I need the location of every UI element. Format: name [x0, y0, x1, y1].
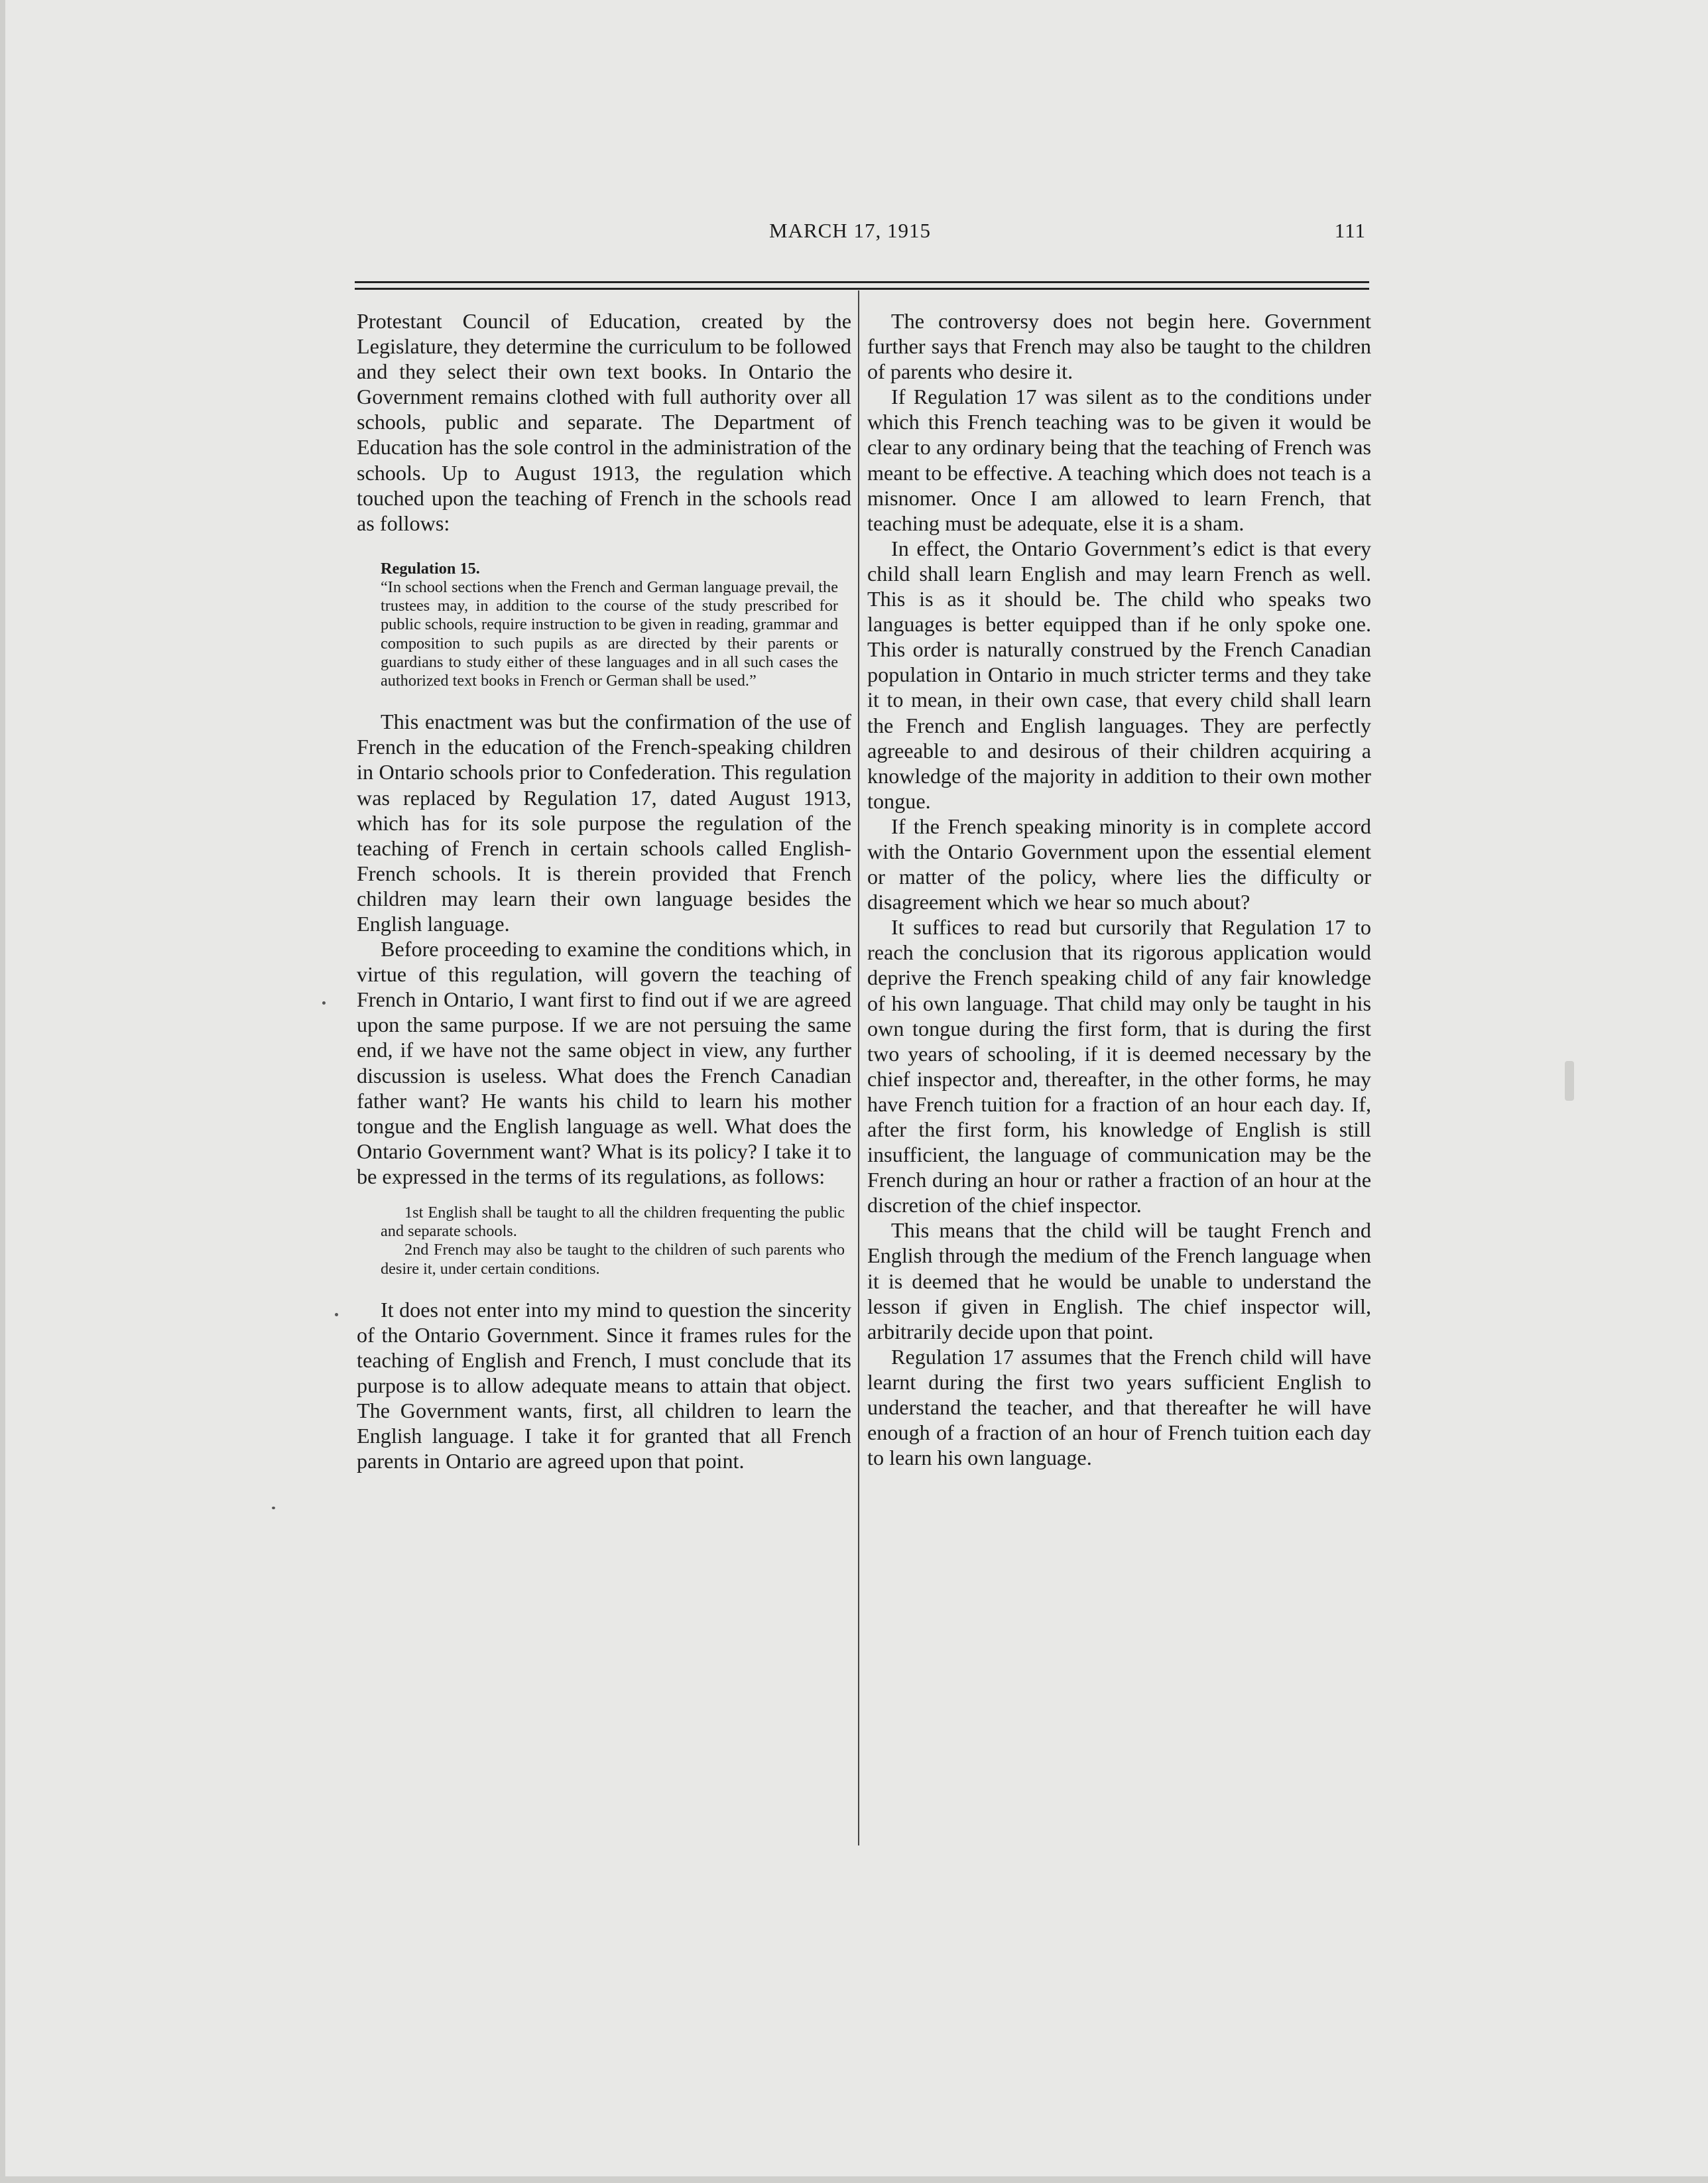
paragraph: If the French speaking minority is in complete accord with the Ontario Government upon the essential element or matter of the policy, where lies the difficulty or disagreement which we hear so much about?	[867, 814, 1371, 914]
quote-title: Regulation 15.	[381, 559, 480, 578]
page-number: 111	[1334, 219, 1366, 242]
header-date: MARCH 17, 1915	[769, 219, 931, 242]
header-rule-bottom	[355, 288, 1369, 290]
paragraph: It does not enter into my mind to question the sincerity of the Ontario Government. Since it frames rules for the teaching of English and French, I must conclude that its purpose is to allow adequate means to attain that object. The Government wants, first, all children to learn the English language. I take it for granted that all French parents in Ontario are agreed upon that point.	[357, 1297, 851, 1473]
ink-speck	[322, 1001, 326, 1005]
paragraph: Before proceeding to examine the conditions which, in virtue of this regulation, will govern the teaching of French in Ontario, I want first to find out if we are agreed upon the same purpose. If we are not persuing the same end, if we have not the same object in view, any further discussion is useless. What does the French Canadian father want? He wants his child to learn his mother tongue and the English language as well. What does the Ontario Government want? What is its policy? I take it to be expressed in the terms of its regulations, as follows:	[357, 937, 851, 1188]
paragraph: Regulation 17 assumes that the French child will have learnt during the first two years sufficient English to understand the teacher, and that thereafter he will have enough of a fraction of an hour of French tuition each day to learn his own language.	[867, 1344, 1371, 1470]
ink-speck	[272, 1507, 275, 1509]
ink-speck	[1565, 1061, 1574, 1101]
right-column	[867, 308, 1371, 1470]
quote-body: “In school sections when the French and German language prevail, the trustees may, in addition to the course of the study prescribed for public schools, require instruction to be given in reading, grammar and composition to such pupils as are directed by their parents or guardians to study either of these languages and in all such cases the authorized text books in French or German shall be used.”	[381, 578, 838, 690]
paragraph: Protestant Council of Education, created by the Legislature, they determine the curriculum to be followed and they select their own text books. In Ontario the Government remains clothed with full authority over all schools, public and separate. The Department of Education has the sole control in the administration of the schools. Up to August 1913, the regulation which touched upon the teaching of French in the schools read as follows:	[357, 309, 851, 535]
paragraph: In effect, the Ontario Government’s edict is that every child shall learn English and may learn French as well. This is as it should be. The child who speaks two languages is better equipped than if he only spoke one. This order is naturally construed by the French Canadian population in Ontario in much stricter terms and they take it to mean, in their own case, that every child shall learn the French and English languages. They are perfectly agreeable to and desirous of their children acquiring a knowledge of the majority in addition to their own mother tongue.	[867, 536, 1371, 813]
list-item: 1st English shall be taught to all the children frequenting the public and separate schools.	[381, 1204, 845, 1241]
paragraph: It suffices to read but cursorily that Regulation 17 to reach the conclusion that its rigorous application would deprive the French speaking child of any fair knowledge of his own language. That child may only be taught in his own tongue during the first form, that is during the first two years of schooling, if it is deemed necessary by the chief inspector and, thereafter, in the other forms, he may have French tuition for a fraction of an hour each day. If, after the first form, his knowledge of English is still insufficient, the language of communication may be the French during an hour or rather a fraction of an hour at the discretion of the chief inspector.	[867, 915, 1371, 1217]
policy-list	[357, 1204, 851, 1279]
regulation-15-quote	[357, 560, 851, 690]
paragraph: This means that the child will be taught French and English through the medium of the French language when it is deemed that he would be unable to understand the lesson if given in English. The chief inspector will, arbitrarily decide upon that point.	[867, 1218, 1371, 1343]
ink-speck	[335, 1313, 338, 1316]
page-header	[358, 219, 1366, 252]
paragraph: The controversy does not begin here. Government further says that French may also be taught to the children of parents who desire it.	[867, 309, 1371, 384]
paragraph: If Regulation 17 was silent as to the conditions under which this French teaching was to be given it would be clear to any ordinary being that the teaching of French was meant to be effective. A teaching which does not teach is a misnomer. Once I am allowed to learn French, that teaching must be adequate, else it is a sham.	[867, 385, 1371, 535]
left-column	[357, 308, 851, 1474]
header-rule-top	[355, 281, 1369, 283]
paragraph: This enactment was but the confirmation of the use of French in the education of the French-speaking children in Ontario schools prior to Confederation. This regulation was replaced by Regulation 17, dated August 1913, which has for its sole purpose the regulation of the teaching of French in certain schools called English-French schools. It is therein provided that French children may learn their own language besides the English language.	[357, 710, 851, 936]
column-divider	[858, 290, 859, 1845]
list-item: 2nd French may also be taught to the children of such parents who desire it, under certain conditions.	[381, 1241, 845, 1278]
